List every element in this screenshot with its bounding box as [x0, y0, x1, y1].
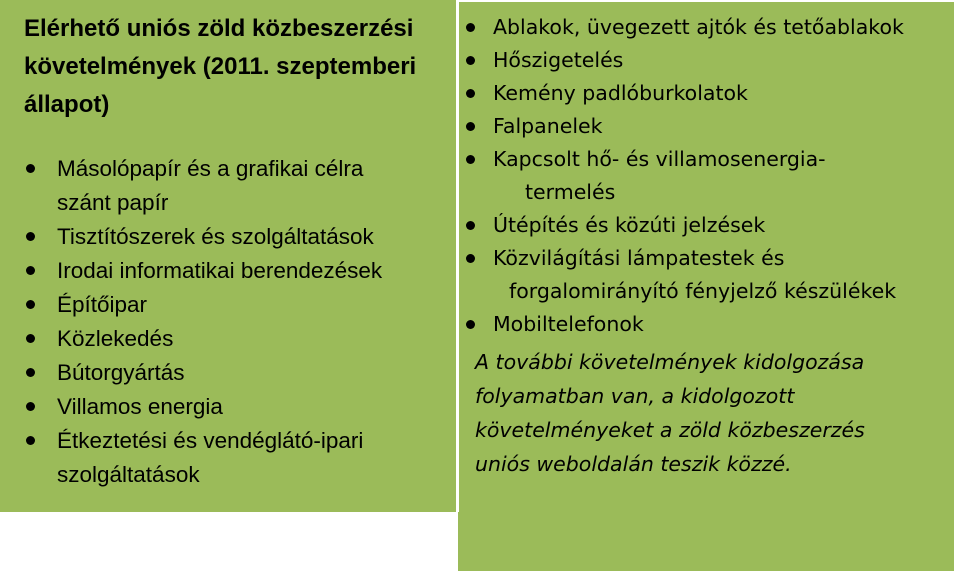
footnote-line: követelményeket a zöld közbeszerzés [475, 418, 865, 442]
bullet-icon [466, 320, 475, 329]
bullet-icon [26, 300, 35, 309]
list-item-text: Másolópapír és a grafikai célra [57, 156, 364, 181]
list-item-wall-panels [466, 110, 946, 143]
list-item-cleaning [24, 220, 449, 254]
list-item-catering [24, 424, 449, 492]
bullet-icon [26, 266, 35, 275]
list-item-hard-floor [466, 77, 946, 110]
bullet-icon [466, 155, 475, 164]
list-item-text: Építőipar [57, 292, 148, 317]
list-item-text: Útépítés és közúti jelzések [493, 213, 766, 237]
list-item-chp [466, 143, 946, 209]
footnote-line: A további követelmények kidolgozása [475, 350, 865, 374]
list-item-text: termelés [525, 180, 616, 204]
list-item-insulation [466, 44, 946, 77]
bullet-icon [26, 402, 35, 411]
list-item-text: Mobiltelefonok [493, 312, 644, 336]
list-item-text: Villamos energia [57, 394, 223, 419]
list-item-road [466, 209, 946, 242]
list-item-copy-paper [24, 152, 449, 220]
bullet-icon [466, 122, 475, 131]
list-item-text: Hőszigetelés [493, 48, 624, 72]
title-line: követelmények (2011. szeptemberi [24, 53, 417, 80]
list-item-office-it [24, 254, 449, 288]
list-item-street-lighting [466, 242, 946, 308]
list-item-mobile-phones [466, 308, 946, 341]
list-item-text: forgalomirányító fényjelző készülékek [509, 279, 897, 303]
bullet-icon [26, 232, 35, 241]
panel-divider [456, 0, 459, 512]
bullet-icon [26, 368, 35, 377]
page-title [24, 10, 444, 124]
list-item-text: Közvilágítási lámpatestek és [493, 246, 785, 270]
list-item-text: szolgáltatások [57, 462, 200, 487]
bullet-icon [26, 436, 35, 445]
list-item-text: Ablakok, üvegezett ajtók és tetőablakok [493, 15, 904, 39]
list-item-text: Bútorgyártás [57, 360, 185, 385]
footnote-line: uniós weboldalán teszik közzé. [475, 452, 792, 476]
list-item-text: Kemény padlóburkolatok [493, 81, 748, 105]
list-item-construction [24, 288, 449, 322]
list-item-text: szánt papír [57, 190, 169, 215]
title-line: állapot) [24, 91, 110, 118]
list-item-text: Falpanelek [493, 114, 603, 138]
bullet-icon [466, 23, 475, 32]
list-item-text: Kapcsolt hő- és villamosenergia- [493, 147, 826, 171]
right-bullet-list [466, 11, 946, 341]
list-item-windows [466, 11, 946, 44]
bullet-icon [466, 56, 475, 65]
list-item-furniture [24, 356, 449, 390]
bullet-icon [466, 254, 475, 263]
title-line: Elérhető uniós zöld közbeszerzési [24, 15, 414, 42]
list-item-text: Étkeztetési és vendéglátó-ipari [57, 428, 364, 453]
footnote-line: folyamatban van, a kidolgozott [475, 384, 795, 408]
left-bullet-list [24, 152, 449, 492]
bullet-icon [26, 334, 35, 343]
bullet-icon [466, 89, 475, 98]
list-item-text: Közlekedés [57, 326, 174, 351]
footnote [475, 345, 945, 481]
bullet-icon [26, 164, 35, 173]
bullet-icon [466, 221, 475, 230]
list-item-electricity [24, 390, 449, 424]
list-item-text: Irodai informatikai berendezések [57, 258, 383, 283]
list-item-transport [24, 322, 449, 356]
list-item-text: Tisztítószerek és szolgáltatások [57, 224, 374, 249]
